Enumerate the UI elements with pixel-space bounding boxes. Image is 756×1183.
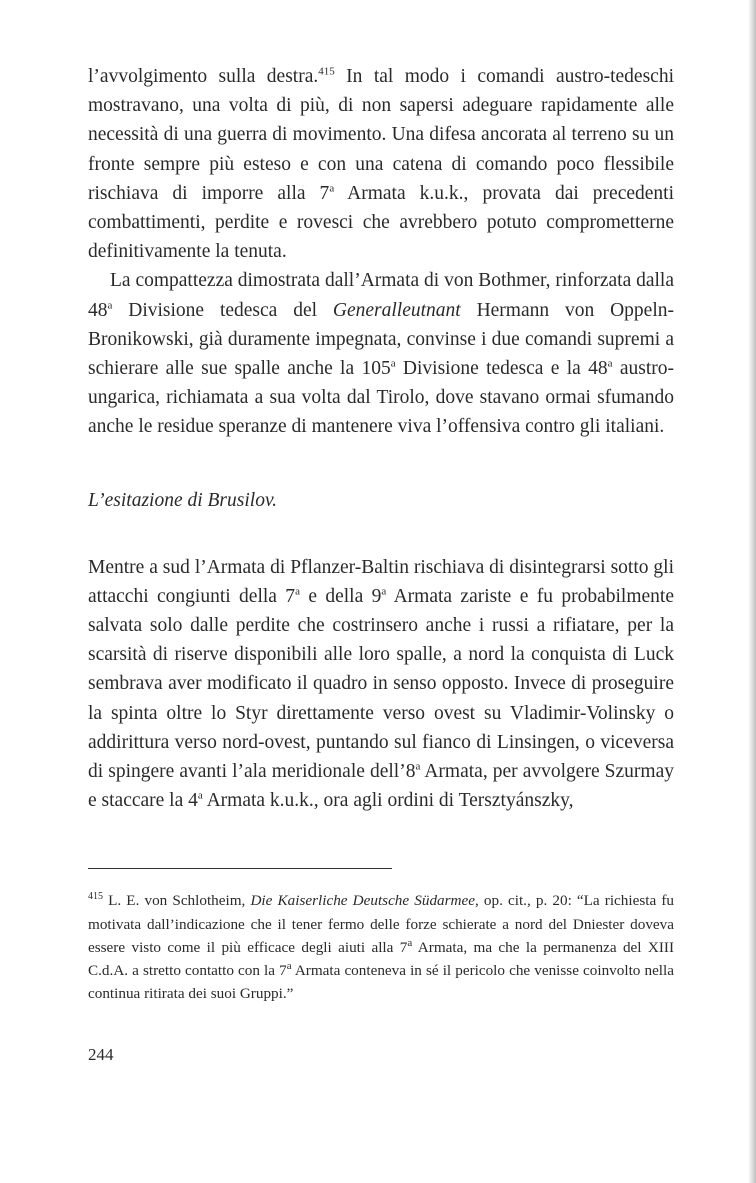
ordinal-suffix: a bbox=[407, 936, 413, 949]
ordinal-suffix: a bbox=[295, 585, 300, 598]
paragraph-text: l’avvolgimento sulla destra. bbox=[88, 66, 319, 87]
book-page bbox=[88, 62, 674, 1065]
paragraph-text: In tal modo i comandi austro-tedeschi mostravano, una volta di più, di non sapersi adeguare rapidamente alle necessità di una guerra di movimento. Una difesa ancorata al terreno su un fronte sempre più esteso e con una catena di comando poco flessibile rischiava di imporre alla 7 bbox=[88, 66, 674, 204]
ordinal-suffix: a bbox=[329, 182, 335, 195]
page-edge-shadow bbox=[748, 0, 756, 1183]
paragraph-text: Mentre a sud l’Armata di Pflanzer-Baltin rischiava di disintegrarsi sotto gli attacchi congiunti della 7 bbox=[88, 556, 674, 607]
body-paragraph-3 bbox=[88, 553, 674, 816]
italic-rank: Generalleutnant bbox=[332, 299, 461, 321]
ordinal-suffix: a bbox=[415, 760, 421, 773]
footnote-author: L. E. von Schlotheim, bbox=[103, 892, 251, 910]
footnote-text: Armata conteneva in sé il pericolo che venisse coinvolto nella continua ritirata dei suoi Gruppi.” bbox=[88, 962, 674, 1003]
paragraph-text: e della 9 bbox=[299, 585, 382, 607]
ordinal-suffix: a bbox=[607, 357, 613, 370]
paragraph-text: Divisione tedesca del bbox=[112, 299, 333, 321]
footnote-text: Armata, ma che la permanenza del XIII C.d.A. a stretto contatto con la 7 bbox=[88, 938, 675, 980]
section-heading: L’esitazione di Brusilov. bbox=[88, 489, 278, 511]
paragraph-text: Armata, per avvolgere Szurmay e staccare la 4 bbox=[88, 761, 674, 812]
paragraph-text: Armata k.u.k., ora agli ordini di Tersztyánszky, bbox=[202, 790, 574, 812]
paragraph-text: Armata k.u.k., provata dai precedenti combattimenti, perdite e rovesci che avrebbero potuto comprometterne definitivamente la tenuta. bbox=[88, 182, 674, 263]
footnote-work-title: Die Kaiserliche Deutsche Südarmee bbox=[250, 892, 475, 910]
body-paragraph-2 bbox=[88, 266, 674, 441]
paragraph-text: Armata zariste e fu probabilmente salvata solo dalle perdite che costrinsero anche i russi a rifiatare, per la scarsità di riserve disponibili alle loro spalle, a nord la conquista di Luck sembrava aver modificato il quadro in senso opposto. Invece di proseguire la spinta oltre lo Styr direttamente verso ovest su Vladimir-Volinsky o addirittura verso nord-ovest, puntando sul fianco di Linsingen, o viceversa di spingere avanti l’ala meridionale dell’8 bbox=[88, 585, 674, 783]
paragraph-text: La compattezza dimostrata dall’Armata di von Bothmer, rinforzata dalla 48 bbox=[88, 270, 674, 321]
footnote-divider bbox=[88, 868, 392, 869]
ordinal-suffix: a bbox=[286, 960, 292, 973]
body-paragraph-1 bbox=[88, 62, 674, 266]
footnote-reference[interactable]: 415 bbox=[318, 65, 335, 78]
paragraph-text: Divisione tedesca e la 48 bbox=[395, 358, 608, 380]
footnote-415 bbox=[88, 889, 674, 1005]
paragraph-text: austro-ungarica, richiamata a sua volta dal Tirolo, dove stavano ormai sfumando anche le residue speranze di mantenere viva l’offensiva contro gli italiani. bbox=[88, 358, 675, 438]
footnote-number: 415 bbox=[88, 891, 103, 903]
footnote-text: , op. cit., p. 20: “La richiesta fu motivata dall’indicazione che il tener fermo delle forze schierate a nord del Dniester doveva essere visto come il più efficace degli aiuti alla 7 bbox=[88, 892, 674, 956]
ordinal-suffix: a bbox=[390, 357, 396, 370]
paragraph-text: Hermann von Oppeln-Bronikowski, già duramente impegnata, convinse i due comandi supremi a schierare alle sue spalle anche la 105 bbox=[88, 299, 675, 380]
ordinal-suffix: a bbox=[107, 299, 113, 312]
ordinal-suffix: a bbox=[381, 585, 387, 598]
page-number: 244 bbox=[88, 1045, 114, 1065]
ordinal-suffix: a bbox=[197, 789, 203, 802]
